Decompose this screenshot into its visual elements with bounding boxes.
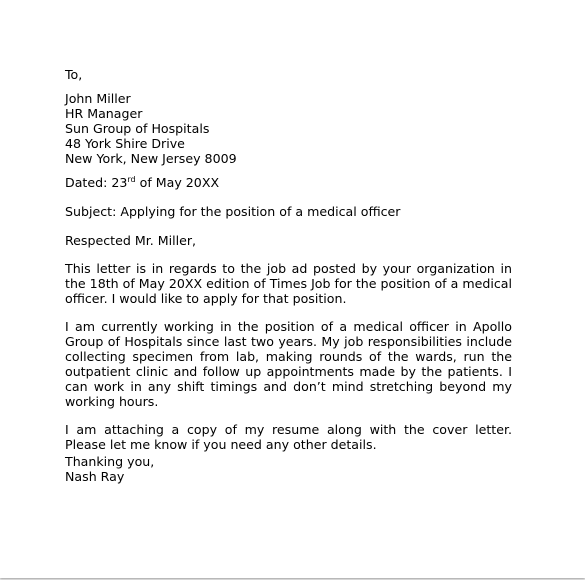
signature-name: Nash Ray [65, 469, 125, 484]
recipient-title: HR Manager [65, 106, 143, 121]
recipient-organization: Sun Group of Hospitals [65, 121, 210, 136]
recipient-address [65, 91, 512, 166]
letter-body [65, 67, 512, 484]
paragraph-3: I am attaching a copy of my resume along with the cover letter. Please let me know if you need any other details. [65, 422, 512, 452]
date-label: Dated: 23 [65, 175, 128, 190]
date-ordinal-suffix: rd [127, 175, 136, 184]
recipient-street: 48 York Shire Drive [65, 136, 185, 151]
date-rest: of May 20XX [135, 175, 220, 190]
to-line: To, [65, 67, 83, 82]
paragraph-2: I am currently working in the position of a medical officer in Apollo Group of Hospitals since last two years. My job responsibilities include collecting specimen from lab, making rounds of the wards, run the outpatient clinic and follow up appointments made by the patients. I can work in any shift timings and don’t mind stretching beyond my working hours. [65, 319, 512, 409]
paragraph-1: This letter is in regards to the job ad posted by your organization in the 18th of May 20XX edition of Times Job for the position of a medical officer. I would like to apply for that position. [65, 261, 512, 306]
greeting: Respected Mr. Miller, [65, 233, 197, 248]
subject-line: Subject: Applying for the position of a medical officer [65, 204, 401, 219]
date-line [65, 175, 512, 190]
recipient-city: New York, New Jersey 8009 [65, 151, 237, 166]
recipient-name: John Miller [65, 91, 131, 106]
closing-line: Thanking you, [65, 454, 155, 469]
